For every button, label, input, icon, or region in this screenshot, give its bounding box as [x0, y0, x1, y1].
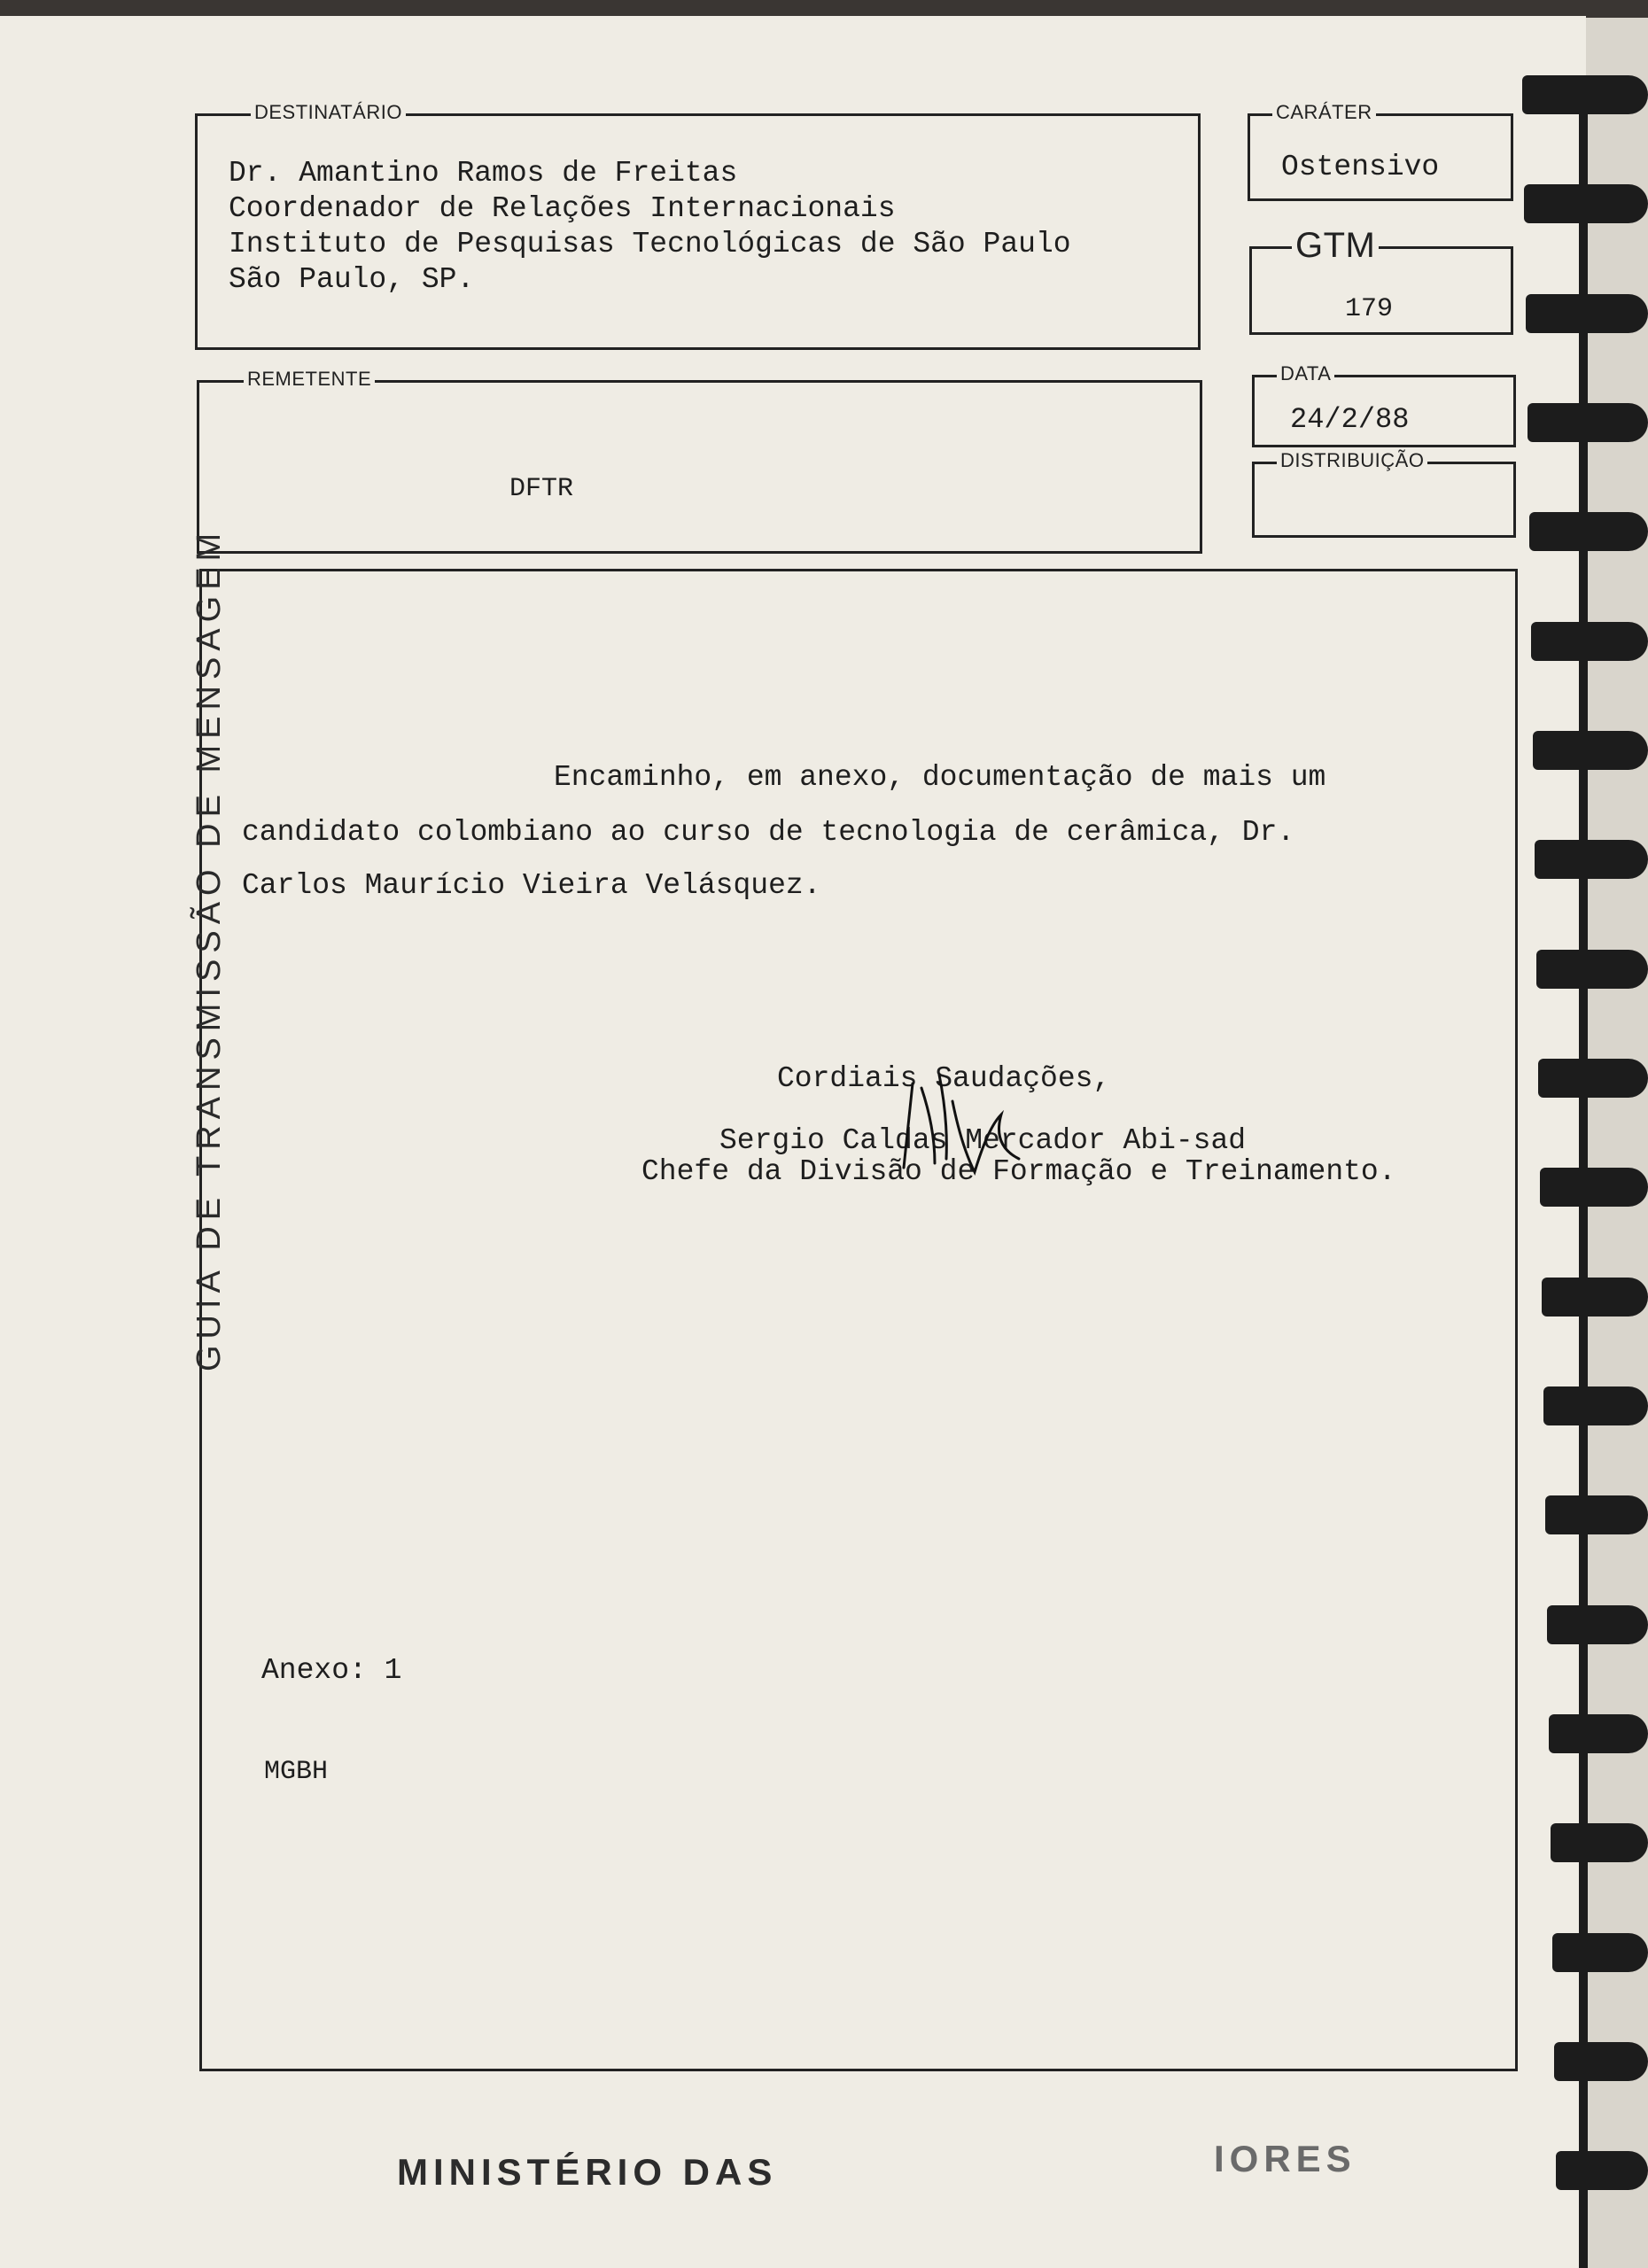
binding-ring [1549, 1714, 1648, 1753]
recipient-line: Dr. Amantino Ramos de Freitas [229, 157, 738, 190]
closing: Cordiais Saudações, [777, 1062, 1111, 1095]
binding-ring [1528, 403, 1648, 442]
character-box [1248, 101, 1513, 201]
binding-ring [1522, 75, 1648, 114]
date-legend: DATA [1277, 362, 1334, 385]
binding-ring [1538, 1059, 1648, 1098]
body-line: Carlos Maurício Vieira Velásquez. [242, 869, 821, 902]
distribution-box [1252, 449, 1516, 538]
binding-ring [1540, 1168, 1648, 1207]
signer-name: Sergio Caldas Mercador Abi-sad [719, 1124, 1247, 1157]
binding-ring [1547, 1605, 1648, 1644]
handwritten-signature [886, 1048, 1037, 1181]
sender-legend: REMETENTE [244, 368, 375, 391]
footer-ministry: MINISTÉRIO DAS [397, 2151, 778, 2193]
binding-ring [1533, 731, 1648, 770]
binding-ring [1556, 2151, 1648, 2190]
binding-ring [1552, 1933, 1648, 1972]
recipient-box [195, 101, 1201, 350]
recipient-line: Instituto de Pesquisas Tecnológicas de São Paulo [229, 228, 1071, 260]
binding-ring [1531, 622, 1648, 661]
initials: MGBH [264, 1757, 329, 1787]
character-value: Ostensivo [1281, 151, 1440, 183]
recipient-line: São Paulo, SP. [229, 263, 475, 296]
recipient-line: Coordenador de Relações Internacionais [229, 192, 896, 225]
binding-ring [1536, 950, 1648, 989]
date-box [1252, 362, 1516, 447]
binding-ring [1526, 294, 1648, 333]
binding-ring [1535, 840, 1648, 879]
binding-ring [1554, 2042, 1648, 2081]
binding-ring [1545, 1495, 1648, 1534]
binding-ring [1542, 1278, 1648, 1317]
sender-box [197, 368, 1202, 554]
sender-value: DFTR [509, 474, 574, 504]
binding-ring [1524, 184, 1648, 223]
date-value: 24/2/88 [1290, 403, 1410, 436]
attachment-note: Anexo: 1 [261, 1654, 402, 1687]
gtm-number: 179 [1345, 294, 1394, 324]
gtm-box [1249, 226, 1513, 335]
gtm-legend: GTM [1292, 226, 1379, 266]
footer-ministry-faded: IORES [1214, 2138, 1356, 2179]
signer-title: Chefe da Divisão de Formação e Treinamento. [641, 1155, 1396, 1188]
binding-ring [1529, 512, 1648, 551]
distribution-legend: DISTRIBUIÇÃO [1277, 449, 1427, 472]
character-legend: CARÁTER [1272, 101, 1376, 124]
binding-ring [1543, 1386, 1648, 1425]
binding-ring [1551, 1823, 1648, 1862]
side-title: GUIA DE TRANSMISSÃO DE MENSAGEM [190, 526, 228, 1371]
body-line: candidato colombiano ao curso de tecnologia de cerâmica, Dr. [242, 816, 1295, 849]
body-line: Encaminho, em anexo, documentação de mais um [554, 761, 1326, 794]
top-edge-shadow [0, 0, 1648, 18]
document-page [0, 16, 1586, 2268]
recipient-legend: DESTINATÁRIO [251, 101, 406, 124]
